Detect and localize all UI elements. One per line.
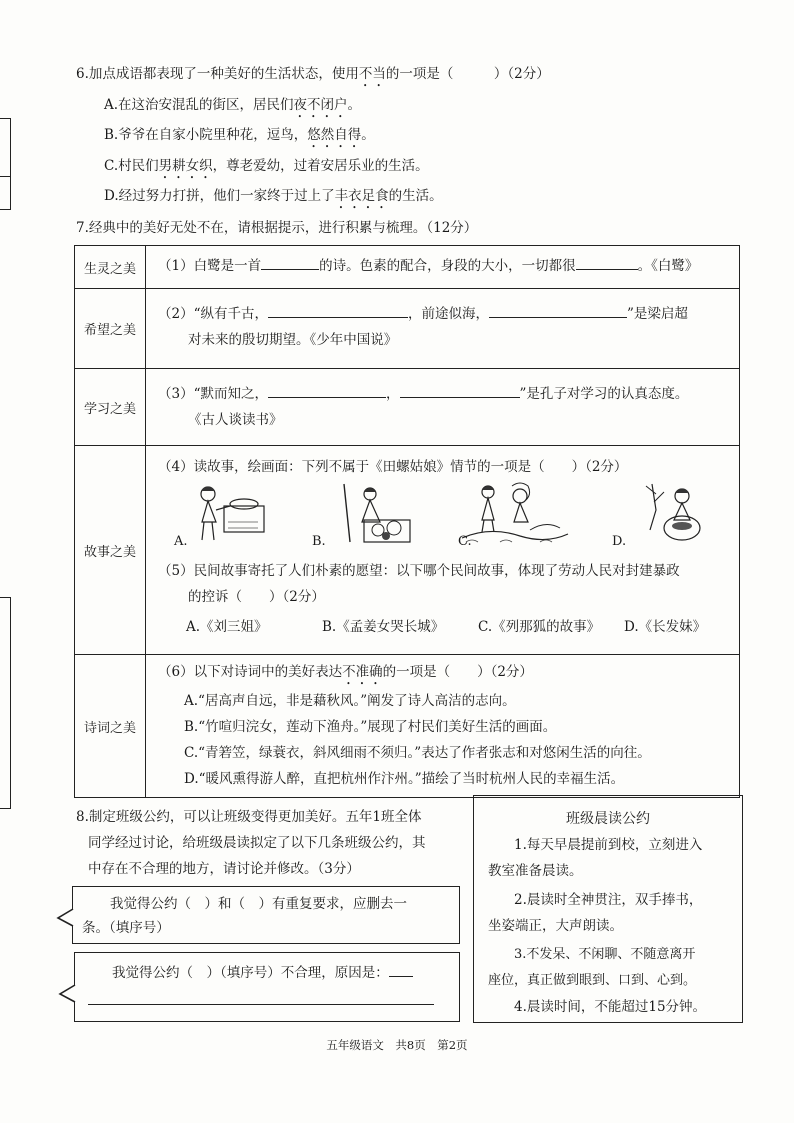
q7-item-6-option-c: C.“青箬笠，绿蓑衣，斜风细雨不须归。”表达了作者张志和对悠闲生活的向往。 (184, 745, 651, 761)
q8-stem-line-2: 同学经过讨论，给班级晨读拟定了以下几条班级公约，其 (88, 835, 426, 851)
rule-1: 1.每天早晨提前到校，立刻进入 教室准备晨读。 (488, 837, 703, 879)
category-learning-beauty: 学习之美 (75, 369, 146, 446)
reading-rules-title: 班级晨读公约 (566, 811, 650, 827)
q6-option-a: A.在这治安混乱的街区，居民们夜不闭户。 (104, 97, 362, 113)
q6-option-b: B.爷爷在自家小院里种花，逗鸟，悠然自得。 (104, 127, 375, 143)
bubble-1-line-1: 我觉得公约（ ）和（ ）有重复要求，应删去一 (110, 896, 407, 912)
story-picture-c (460, 480, 570, 546)
q7-stem: 7.经典中的美好无处不在，请根据提示，进行积累与梳理。（12分） (76, 220, 478, 236)
rule-3: 3.不发呆、不闲聊、不随意离开 座位，真正做到眼到、口到、心到。 (488, 947, 697, 988)
category-story-beauty: 故事之美 (75, 446, 146, 655)
category-hope-beauty: 希望之美 (75, 289, 146, 369)
q7-row-4 (146, 446, 740, 655)
q7-row-3 (146, 369, 740, 446)
q7-item-6-option-a: A.“居高声自远，非是藉秋风。”阐发了诗人高洁的志向。 (184, 693, 516, 709)
q7-item-1: （1）白鹭是一首 的诗。色素的配合，身段的大小，一切都很 。《白鹭》 (158, 253, 731, 279)
answer-blank[interactable] (268, 303, 408, 318)
q7-item-5-option-d: D.《长发妹》 (624, 619, 707, 635)
q8-stem-line-3: 中存在不合理的地方，请讨论并修改。（3分） (88, 861, 360, 877)
q7-table (74, 245, 740, 798)
story-option-a-label: A. (174, 534, 188, 549)
binding-edge-mark-top (0, 118, 11, 210)
story-picture-d (644, 480, 714, 546)
bubble-tail-1 (56, 908, 74, 928)
q7-item-5-option-c: C.《列那狐的故事》 (478, 619, 601, 635)
q6-option-d: D.经过努力打拼，他们一家终于过上了丰衣足食的生活。 (104, 188, 443, 204)
story-picture-a (190, 482, 270, 544)
bubble-1-line-2: 条。（填序号） (82, 920, 170, 936)
category-poetry-beauty: 诗词之美 (75, 655, 146, 798)
q7-row-1 (146, 246, 740, 289)
bubble-2-line-1: 我觉得公约（ ）（填序号）不合理，原因是： (112, 962, 413, 984)
q7-item-5-stem-a: （5）民间故事寄托了人们朴素的愿望：以下哪个民间故事，体现了劳动人民对封建暴政 (158, 563, 680, 579)
answer-blank[interactable] (389, 962, 413, 977)
answer-blank[interactable] (268, 383, 386, 398)
q7-item-6-option-b: B.“竹喧归浣女，莲动下渔舟。”展现了村民们美好生活的画面。 (184, 719, 557, 735)
q7-item-6-stem: （6）以下对诗词中的美好表达不准确的一项是（ ）（2分） (158, 664, 533, 680)
q7-item-5-option-a: A.《刘三姐》 (186, 619, 268, 635)
category-creature-beauty: 生灵之美 (75, 246, 146, 289)
q7-item-3-cont: 《古人谈读书》 (188, 412, 283, 428)
binding-edge-mark-middle (0, 176, 10, 177)
q7-item-6-option-d: D.“暖风熏得游人醉，直把杭州作汴州。”描绘了当时杭州人民的幸福生活。 (184, 771, 625, 787)
q7-item-4-stem: （4）读故事，绘画面：下列不属于《田螺姑娘》情节的一项是（ ）（2分） (158, 459, 628, 475)
q7-item-5-option-b: B.《孟姜女哭长城》 (322, 619, 445, 635)
q7-item-3: （3）“默而知之， ， ”是孔子对学习的认真态度。 (158, 381, 731, 407)
q7-item-2-cont: 对未来的殷切期望。《少年中国说》 (188, 332, 398, 348)
story-option-c-label: C. (458, 534, 472, 549)
rule-4: 4.晨读时间，不能超过15分钟。 (514, 999, 707, 1015)
binding-edge-mark-bottom (0, 597, 11, 809)
q7-row-2 (146, 289, 740, 369)
q6-stem: 6.加点成语都表现了一种美好的生活状态，使用不当的一项是（ ）（2分） (76, 66, 550, 82)
answer-blank[interactable] (489, 303, 627, 318)
q7-row-5 (146, 655, 740, 798)
answer-blank[interactable] (400, 383, 520, 398)
answer-blank[interactable] (576, 255, 638, 270)
bubble-2-answer-line[interactable] (88, 1004, 434, 1005)
bubble-tail-2 (58, 984, 76, 1004)
q6-option-c: C.村民们男耕女织，尊老爱幼，过着安居乐业的生活。 (104, 158, 429, 174)
q7-item-2: （2）“纵有千古， ，前途似海， ”是梁启超 (158, 301, 731, 327)
story-picture-b (336, 480, 416, 546)
rule-2: 2.晨读时全神贯注，双手捧书， 坐姿端正，大声朗读。 (488, 892, 703, 934)
q7-item-5-stem-b: 的控诉（ ）（2分） (188, 589, 325, 605)
story-option-d-label: D. (612, 534, 627, 549)
answer-blank[interactable] (261, 255, 319, 270)
q8-stem-line-1: 8.制定班级公约，可以让班级变得更加美好。五年1班全体 (76, 809, 422, 825)
story-option-b-label: B. (312, 534, 326, 549)
reading-rules-box (473, 795, 743, 1023)
page-footer: 五年级语文 共8页 第2页 (326, 1038, 468, 1052)
